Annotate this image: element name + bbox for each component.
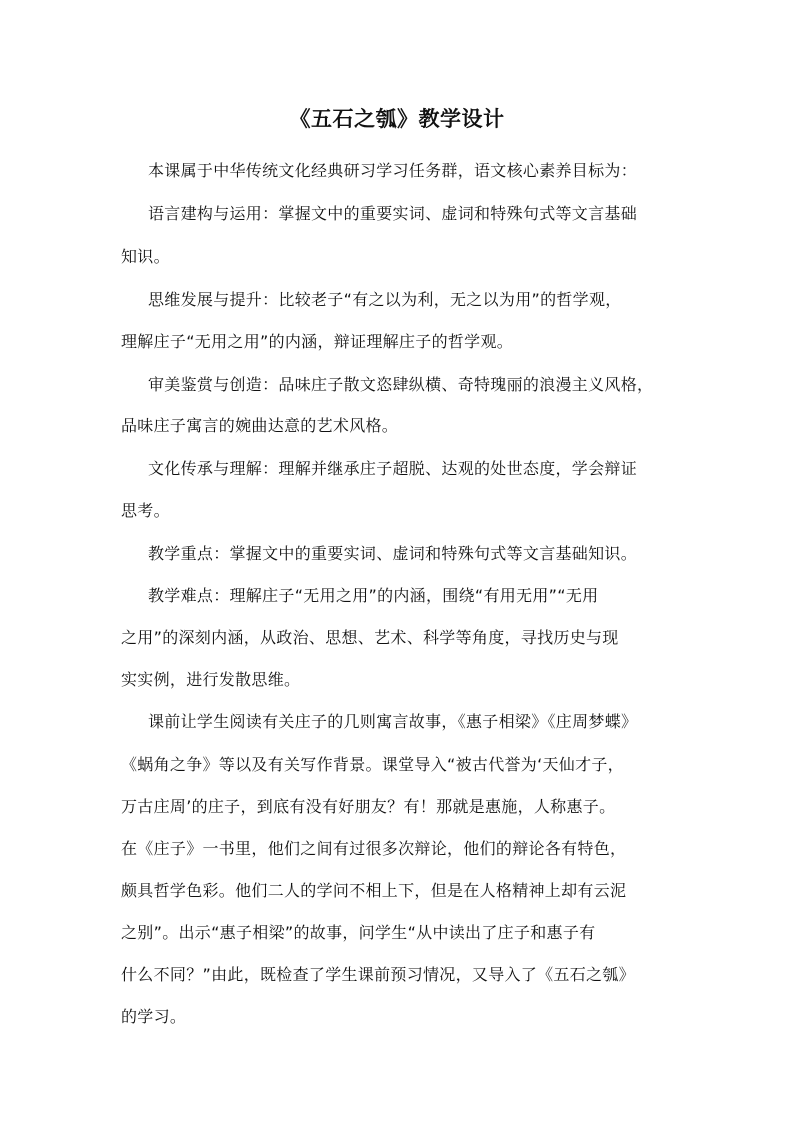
text-line: 理解庄子“无用之用”的内涵，辩证理解庄子的哲学观。: [121, 332, 514, 351]
text-line: 本课属于中华传统文化经典研习学习任务群，语文核心素养目标为：: [148, 161, 638, 180]
text-line: 品味庄子寓言的婉曲达意的艺术风格。: [121, 416, 399, 435]
text-line: 教学重点：掌握文中的重要实词、虚词和特殊句式等文言基础知识。: [148, 544, 638, 563]
text-line: 课前让学生阅读有关庄子的几则寓言故事，《惠子相梁》《庄周梦蝶》: [148, 712, 638, 731]
text-line: 实实例，进行发散思维。: [121, 670, 301, 689]
text-line: 在《庄子》一书里，他们之间有过很多次辩论，他们的辩论各有特色，: [121, 839, 627, 858]
text-line: 审美鉴赏与创造：品味庄子散文恣肆纵横、奇特瑰丽的浪漫主义风格，: [148, 375, 654, 394]
text-line: 什么不同？”由此，既检查了学生课前预习情况，又导入了《五石之瓠》: [121, 965, 635, 984]
document-title: 《五石之瓠》教学设计: [289, 107, 505, 131]
text-line: 之用”的深刻内涵，从政治、思想、艺术、科学等角度，寻找历史与现: [121, 628, 619, 647]
text-line: 文化传承与理解：理解并继承庄子超脱、达观的处世态度，学会辩证: [148, 459, 638, 478]
text-line: 的学习。: [121, 1007, 187, 1026]
text-line: 颇具哲学色彩。他们二人的学问不相上下，但是在人格精神上却有云泥: [121, 881, 627, 900]
text-line: 万古庄周’的庄子，到底有没有好朋友？有！那就是惠施，人称惠子。: [121, 797, 616, 816]
text-line: 教学难点：理解庄子“无用之用”的内涵，围绕“有用无用”“无用: [148, 586, 599, 605]
text-line: 思维发展与提升：比较老子“有之以为利，无之以为用”的哲学观，: [148, 290, 622, 309]
text-line: 之别”。出示“惠子相梁”的故事，问学生“从中读出了庄子和惠子有: [121, 923, 596, 942]
text-line: 思考。: [121, 501, 170, 520]
text-line: 知识。: [121, 247, 170, 266]
text-line: 《蜗角之争》等以及有关写作背景。课堂导入“被古代誉为‘天仙才子，: [121, 755, 624, 774]
text-line: 语言建构与运用：掌握文中的重要实词、虚词和特殊句式等文言基础: [148, 204, 638, 223]
